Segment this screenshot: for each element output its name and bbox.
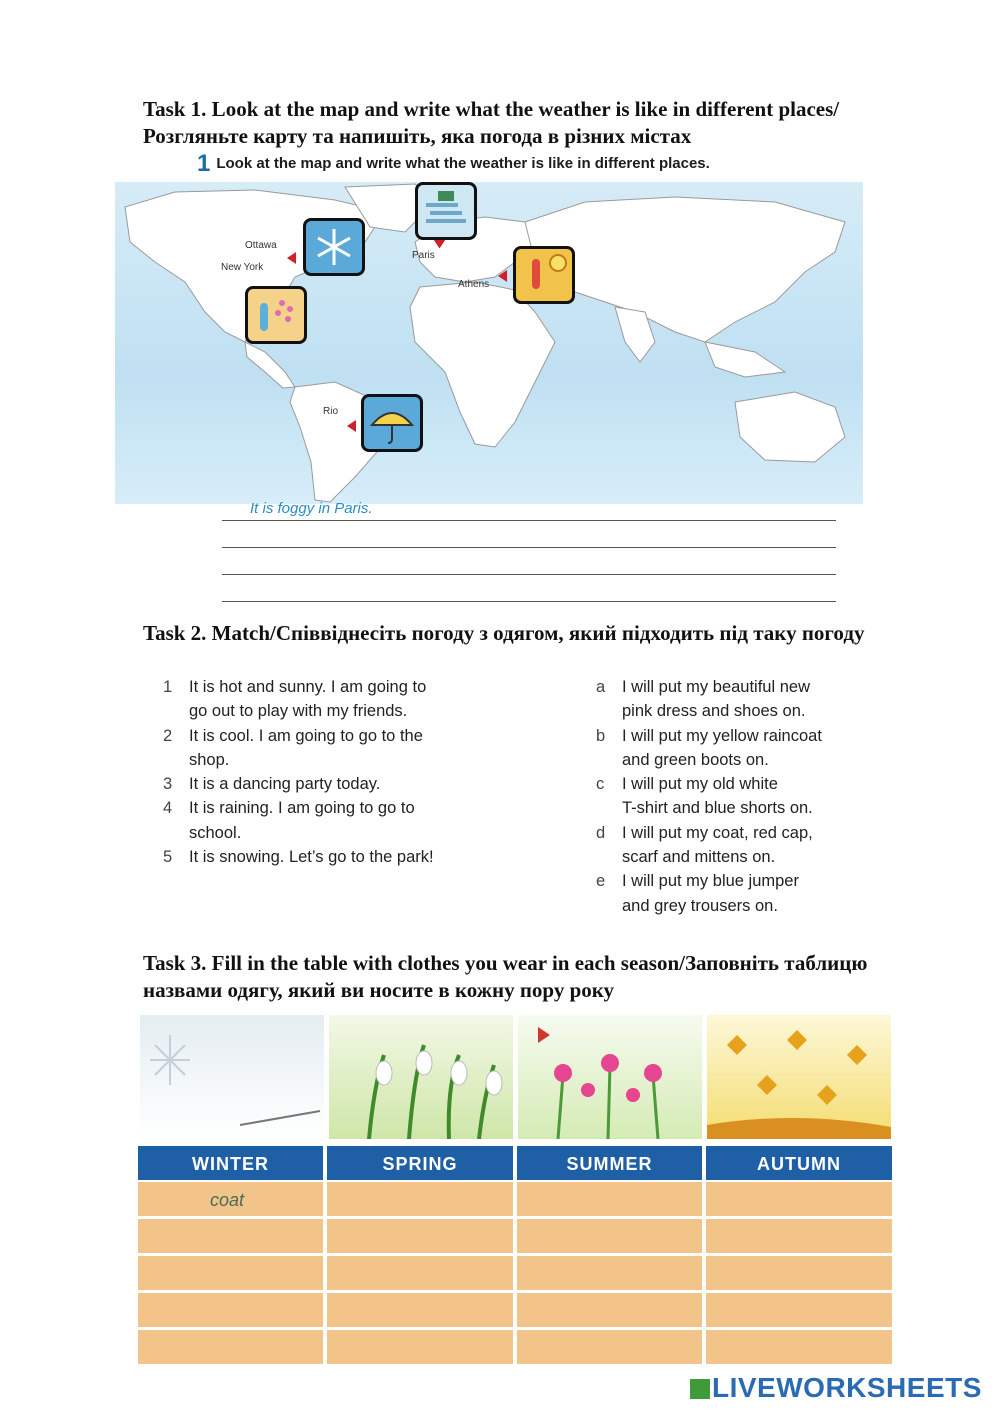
hail-icon [245,286,307,344]
cell-autumn-2[interactable] [706,1219,892,1253]
cell-spring-4[interactable] [327,1293,513,1327]
answer-line-4[interactable] [222,601,836,602]
liveworksheets-logo: LIVEWORKSHEETS [690,1372,982,1404]
cell-autumn-3[interactable] [706,1256,892,1290]
cell-summer-1[interactable] [517,1182,702,1216]
exercise-number: 1 [197,150,211,177]
city-label-new-york: New York [221,262,264,273]
header-spring: SPRING [327,1146,513,1180]
right-list [596,675,822,918]
left-list [163,675,434,869]
city-label-rio: Rio [323,406,339,417]
left-item-2: 2 It is cool. I am going to go to the shop. [163,726,423,769]
cell-summer-4[interactable] [517,1293,702,1327]
cell-spring-5[interactable] [327,1330,513,1364]
cell-autumn-1[interactable] [706,1182,892,1216]
hot-thermometer-icon [513,246,575,304]
header-winter: WINTER [138,1146,323,1180]
right-item-c: c I will put my old white T-shirt and blue shorts on. [596,775,813,818]
header-autumn: AUTUMN [706,1146,892,1180]
world-map [115,182,863,504]
answer-line-1[interactable] [222,520,836,521]
autumn-leaves-image [707,1015,891,1139]
cell-winter-3[interactable] [138,1256,323,1290]
cell-spring-2[interactable] [327,1219,513,1253]
task3-title: Task 3. Fill in the table with clothes you wear in each season/Заповніть таблицю назвами одягу, який ви носите в кожну пору року [143,951,868,1002]
summer-flowers-image [518,1015,702,1139]
cell-spring-3[interactable] [327,1256,513,1290]
map-pointer-ottawa [287,252,296,264]
task2-title: Task 2. Match/Співвіднесіть погоду з одягом, який підходить під таку погоду [143,621,865,645]
right-item-d: d I will put my coat, red cap, scarf and mittens on. [596,823,813,867]
map-continents [115,182,863,504]
map-pointer-rio [347,420,356,432]
answer-line-3[interactable] [222,574,836,575]
task1-title: Task 1. Look at the map and write what the weather is like in different places/ Розгляньте карту та напишіть, яка погода в різних містах [143,97,840,148]
cell-winter-5[interactable] [138,1330,323,1364]
right-item-a: a I will put my beautiful new pink dress and shoes on. [596,678,811,721]
answer-line-2[interactable] [222,547,836,548]
example-sentence: It is foggy in Paris. [250,500,373,517]
cell-autumn-5[interactable] [706,1330,892,1364]
right-item-b: b I will put my yellow raincoat and green boots on. [596,726,822,769]
city-label-paris: Paris [412,250,435,261]
cell-summer-3[interactable] [517,1256,702,1290]
cell-summer-2[interactable] [517,1219,702,1253]
header-summer: SUMMER [517,1146,702,1180]
right-item-e: e I will put my blue jumper and grey trousers on. [596,872,799,915]
cell-autumn-4[interactable] [706,1293,892,1327]
exercise-instruction: Look at the map and write what the weather is like in different places. [216,155,710,172]
left-item-4: 4 It is raining. I am going to go to school. [163,799,415,842]
example-cell-text: coat [210,1190,245,1210]
umbrella-icon [361,394,423,452]
city-label-athens: Athens [458,279,490,290]
left-item-1: 1 It is hot and sunny. I am going to go out to play with my friends. [163,678,427,721]
cell-spring-1[interactable] [327,1182,513,1216]
fog-icon [415,182,477,240]
cell-summer-5[interactable] [517,1330,702,1364]
winter-image [140,1015,324,1139]
cell-winter-2[interactable] [138,1219,323,1253]
spring-snowdrops-image [329,1015,513,1139]
book-heading [197,150,710,178]
left-item-5: 5 It is snowing. Let’s go to the park! [163,848,434,867]
snow-icon [303,218,365,276]
left-item-3: 3 It is a dancing party today. [163,775,381,794]
cell-winter-4[interactable] [138,1293,323,1327]
logo-icon [690,1379,710,1399]
city-label-ottawa: Ottawa [245,240,277,251]
map-pointer-athens [498,270,507,282]
